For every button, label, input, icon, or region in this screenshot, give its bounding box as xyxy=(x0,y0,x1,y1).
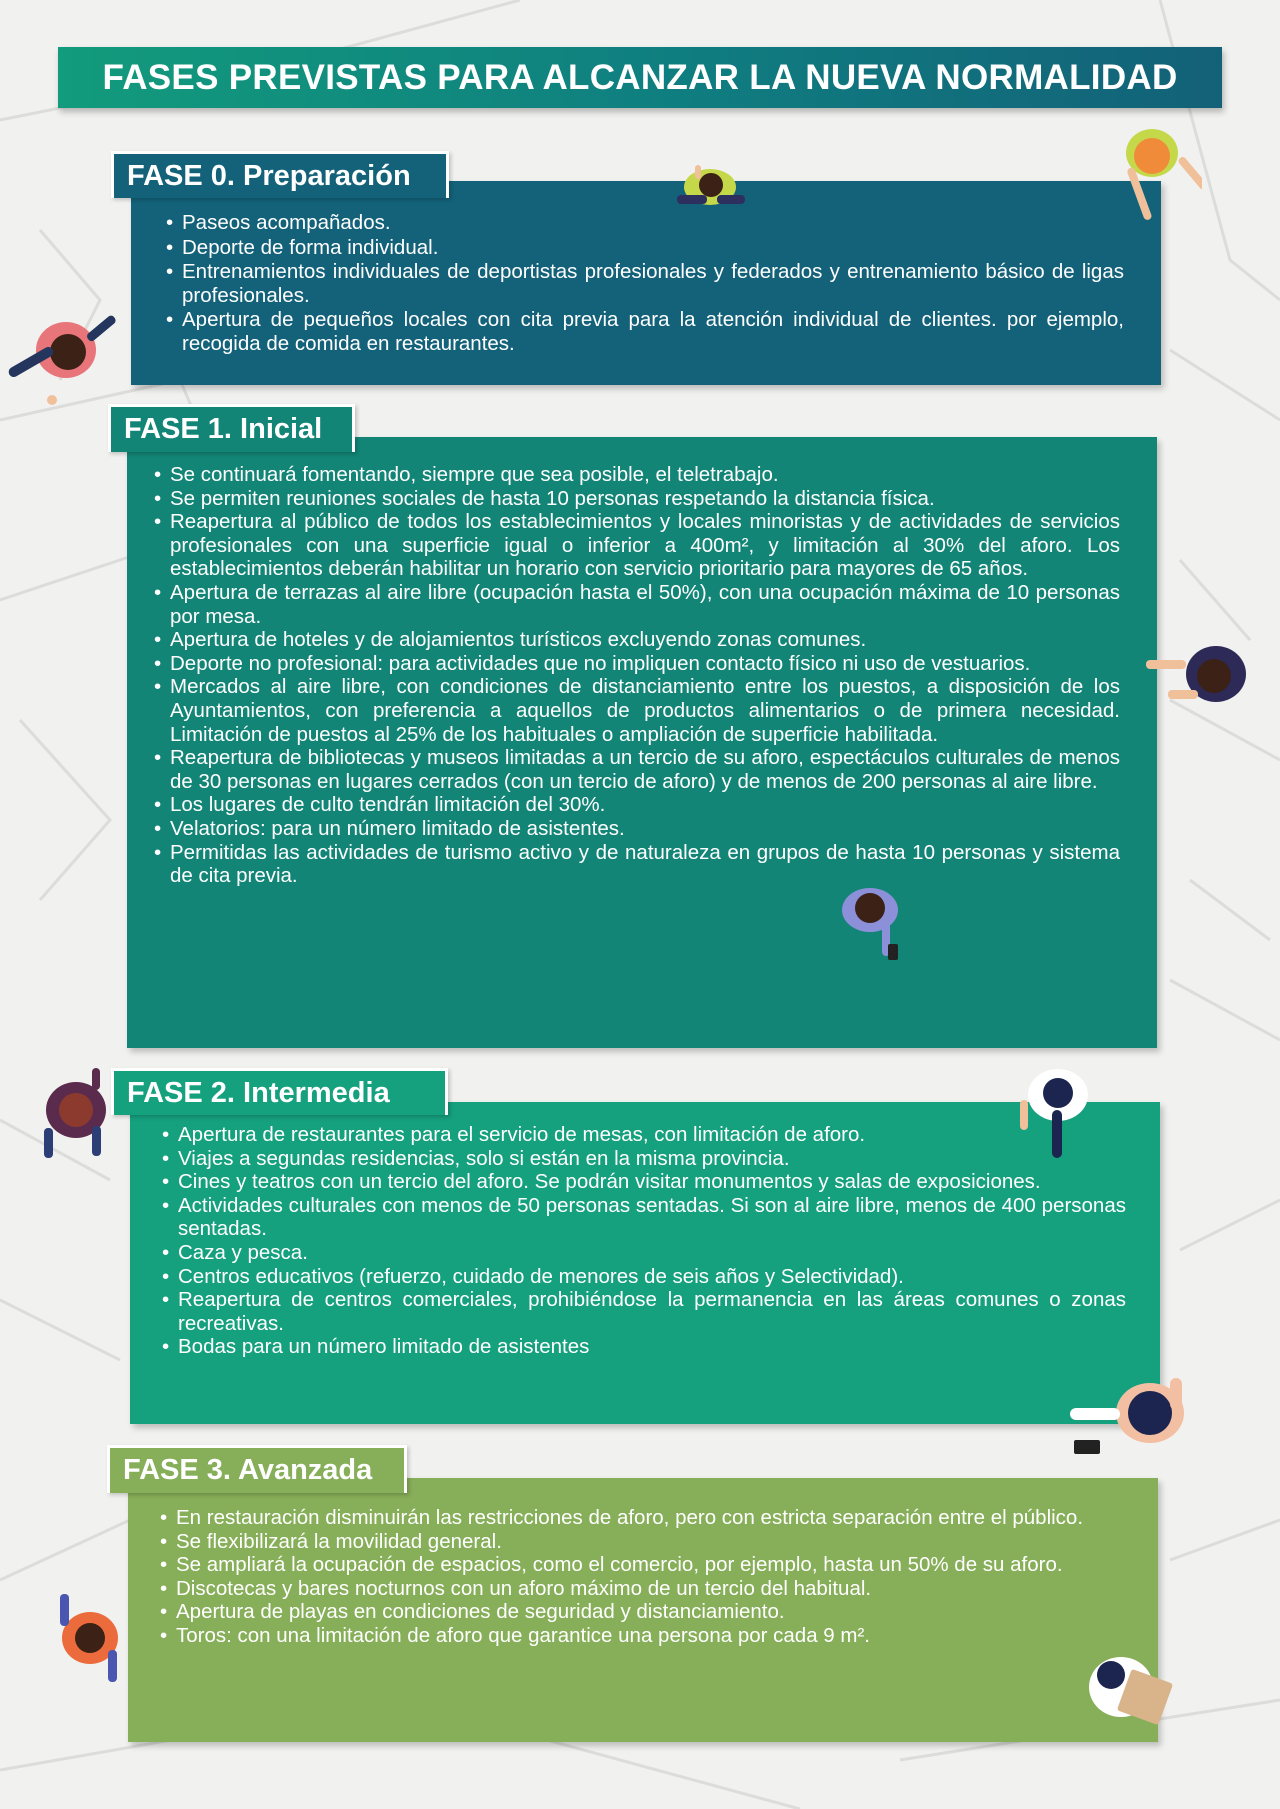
list-item: • Los lugares de culto tendrán limitación del 30%. xyxy=(154,793,1120,817)
list-item: • Apertura de terrazas al aire libre (ocupación hasta el 50%), con una ocupación máxima de 10 personas por mesa. xyxy=(154,581,1120,628)
list-item: • Apertura de restaurantes para el servicio de mesas, con limitación de aforo. xyxy=(162,1123,1126,1147)
phase-0-panel xyxy=(131,181,1161,385)
list-item: • Centros educativos (refuerzo, cuidado de menores de seis años y Selectividad). xyxy=(162,1265,1126,1289)
list-item: • Paseos acompañados. xyxy=(166,211,1124,235)
list-item: • Se flexibilizará la movilidad general. xyxy=(160,1530,1128,1554)
list-item: • Velatorios: para un número limitado de asistentes. xyxy=(154,817,1120,841)
walking-person-icon xyxy=(1060,1358,1202,1468)
phase-1-heading: FASE 1. Inicial xyxy=(108,404,355,452)
list-item: • Apertura de hoteles y de alojamientos turísticos excluyendo zonas comunes. xyxy=(154,628,1120,652)
walking-person-icon xyxy=(1102,108,1202,238)
walking-person-icon xyxy=(1016,1055,1100,1160)
walking-person-icon xyxy=(1146,636,1256,716)
list-item: • Reapertura al público de todos los establecimientos y locales minoristas y de actividades de servicios profesionales con una superficie igual o inferior a 400m², y limitación al 30% del aforo. Los establecimientos deberán habilitar un horario con servicio prioritario para mayores de 65 años. xyxy=(154,510,1120,581)
phase-1-list xyxy=(154,463,1120,888)
list-item: • Apertura de pequeños locales con cita previa para la atención individual de clientes. por ejemplo, recogida de comida en restaurantes. xyxy=(166,308,1124,355)
list-item: • Reapertura de bibliotecas y museos limitadas a un tercio de su aforo, espectáculos culturales de menos de 30 personas en lugares cerrados (con un tercio de aforo) y de menos de 200 personas al aire libre. xyxy=(154,746,1120,793)
walking-person-icon xyxy=(34,1068,119,1160)
phase-1-panel xyxy=(127,437,1157,1048)
list-item: • Viajes a segundas residencias, solo si están en la misma provincia. xyxy=(162,1147,1126,1171)
phase-3-panel xyxy=(128,1478,1158,1742)
phase-2-panel xyxy=(130,1102,1160,1424)
walking-person-icon xyxy=(50,1590,135,1690)
list-item: • Mercados al aire libre, con condiciones de distanciamiento entre los puestos, a disposición de los Ayuntamientos, con preferencia a aquellos de productos alimentarios o de primera necesidad. Limitación de puestos al 25% de los habituales o ampliación de superficie habilitada. xyxy=(154,675,1120,746)
list-item: • Permitidas las actividades de turismo activo y de naturaleza en grupos de hasta 10 personas y sistema de cita previa. xyxy=(154,841,1120,888)
phase-0-list xyxy=(166,211,1124,356)
list-item: • Actividades culturales con menos de 50 personas sentadas. Si son al aire libre, menos de 400 personas sentadas. xyxy=(162,1194,1126,1241)
list-item: • Toros: con una limitación de aforo que garantice una persona por cada 9 m². xyxy=(160,1624,1128,1648)
page-title: FASES PREVISTAS PARA ALCANZAR LA NUEVA NORMALIDAD xyxy=(58,47,1222,108)
list-item: • Deporte no profesional: para actividades que no impliquen contacto físico ni uso de vestuarios. xyxy=(154,652,1120,676)
phase-2-heading: FASE 2. Intermedia xyxy=(111,1068,448,1115)
phase-3-list xyxy=(160,1506,1128,1648)
walking-person-icon xyxy=(832,880,912,965)
list-item: • Cines y teatros con un tercio del aforo. Se podrán visitar monumentos y salas de exposiciones. xyxy=(162,1170,1126,1194)
phase-3-heading: FASE 3. Avanzada xyxy=(107,1445,407,1493)
list-item: • Se permiten reuniones sociales de hasta 10 personas respetando la distancia física. xyxy=(154,487,1120,511)
list-item: • Se continuará fomentando, siempre que sea posible, el teletrabajo. xyxy=(154,463,1120,487)
phase-0-heading: FASE 0. Preparación xyxy=(111,151,449,198)
list-item: • Entrenamientos individuales de deportistas profesionales y federados y entrenamiento básico de ligas profesionales. xyxy=(166,260,1124,307)
list-item: • Bodas para un número limitado de asistentes xyxy=(162,1335,1126,1359)
walking-person-icon xyxy=(1083,1645,1179,1735)
walking-person-icon xyxy=(665,155,755,235)
list-item: • Discotecas y bares nocturnos con un aforo máximo de un tercio del habitual. xyxy=(160,1577,1128,1601)
walking-person-icon xyxy=(4,302,119,407)
list-item: • Reapertura de centros comerciales, prohibiéndose la permanencia en las áreas comunes o zonas recreativas. xyxy=(162,1288,1126,1335)
list-item: • Apertura de playas en condiciones de seguridad y distanciamiento. xyxy=(160,1600,1128,1624)
list-item: • Deporte de forma individual. xyxy=(166,236,1124,260)
phase-2-list xyxy=(162,1123,1126,1359)
list-item: • Se ampliará la ocupación de espacios, como el comercio, por ejemplo, hasta un 50% de su aforo. xyxy=(160,1553,1128,1577)
list-item: • Caza y pesca. xyxy=(162,1241,1126,1265)
list-item: • En restauración disminuirán las restricciones de aforo, pero con estricta separación entre el público. xyxy=(160,1506,1128,1530)
